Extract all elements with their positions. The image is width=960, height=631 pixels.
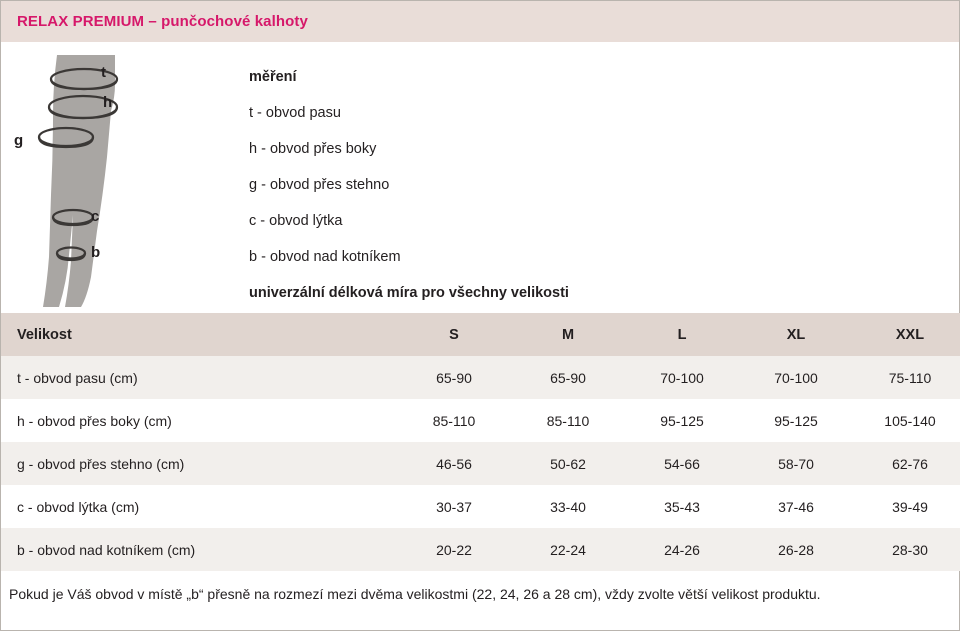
row-value: 39-49 <box>892 498 928 515</box>
row-value: 24-26 <box>664 541 700 558</box>
col-header-velikost: Velikost <box>1 313 397 356</box>
size-table-wrap <box>1 312 959 571</box>
row-label: b - obvod nad kotníkem (cm) <box>17 541 196 558</box>
title-bar <box>1 1 959 43</box>
row-value: 70-100 <box>660 369 704 386</box>
row-value: 58-70 <box>778 455 814 472</box>
size-table <box>1 313 960 571</box>
row-value: 30-37 <box>436 498 472 515</box>
table-row <box>1 399 960 442</box>
figure-label-c: c <box>91 208 100 225</box>
table-header-row <box>1 313 960 356</box>
measurement-item-g: g - obvod přes stehno <box>249 177 390 193</box>
col-header-s: S <box>397 313 511 356</box>
figure-label-t: t <box>101 64 106 81</box>
table-row <box>1 442 960 485</box>
row-value: 75-110 <box>888 369 932 386</box>
size-table-body <box>1 356 960 571</box>
size-table-head <box>1 313 960 356</box>
measurement-item-b: b - obvod nad kotníkem <box>249 249 401 265</box>
row-value: 50-62 <box>550 455 586 472</box>
row-value: 35-43 <box>664 498 700 515</box>
measurement-heading: měření <box>249 69 297 85</box>
row-value: 28-30 <box>892 541 928 558</box>
figure-label-h: h <box>103 94 113 111</box>
measurement-item-c: c - obvod lýtka <box>249 213 343 229</box>
measurement-list <box>231 43 959 311</box>
figure-box <box>1 43 231 311</box>
row-value: 22-24 <box>550 541 586 558</box>
row-value: 37-46 <box>778 498 814 515</box>
row-value: 95-125 <box>660 412 704 429</box>
col-header-xl: XL <box>739 313 853 356</box>
row-label: h - obvod přes boky (cm) <box>17 412 172 429</box>
row-label: c - obvod lýtka (cm) <box>17 498 140 515</box>
measurement-section <box>1 43 959 312</box>
row-value: 85-110 <box>432 412 476 429</box>
row-label: t - obvod pasu (cm) <box>17 369 138 386</box>
measurement-item-h: h - obvod přes boky <box>249 141 377 157</box>
row-value: 26-28 <box>778 541 814 558</box>
row-value: 62-76 <box>892 455 928 472</box>
col-header-m: M <box>511 313 625 356</box>
row-value: 65-90 <box>436 369 472 386</box>
row-value: 33-40 <box>550 498 586 515</box>
col-header-l: L <box>625 313 739 356</box>
row-value: 70-100 <box>774 369 818 386</box>
row-value: 20-22 <box>436 541 472 558</box>
measurement-footnote: univerzální délková míra pro všechny velikosti <box>249 285 569 301</box>
col-header-xxl: XXL <box>853 313 960 356</box>
footer-note: Pokud je Váš obvod v místě „b“ přesně na rozmezí mezi dvěma velikostmi (22, 24, 26 a 28 cm), vždy zvolte větší velikost produktu. <box>1 571 959 603</box>
row-value: 105-140 <box>884 412 936 429</box>
table-row <box>1 356 960 399</box>
row-label: g - obvod přes stehno (cm) <box>17 455 185 472</box>
row-value: 46-56 <box>436 455 472 472</box>
figure-label-g: g <box>14 132 24 149</box>
row-value: 95-125 <box>774 412 818 429</box>
row-value: 85-110 <box>546 412 590 429</box>
page-title: RELAX PREMIUM – punčochové kalhoty <box>17 13 308 30</box>
leg-measurement-diagram-icon <box>11 45 231 310</box>
row-value: 54-66 <box>664 455 700 472</box>
table-row <box>1 528 960 571</box>
table-row <box>1 485 960 528</box>
measurement-item-t: t - obvod pasu <box>249 105 341 121</box>
figure-label-b: b <box>91 244 101 261</box>
row-value: 65-90 <box>550 369 586 386</box>
